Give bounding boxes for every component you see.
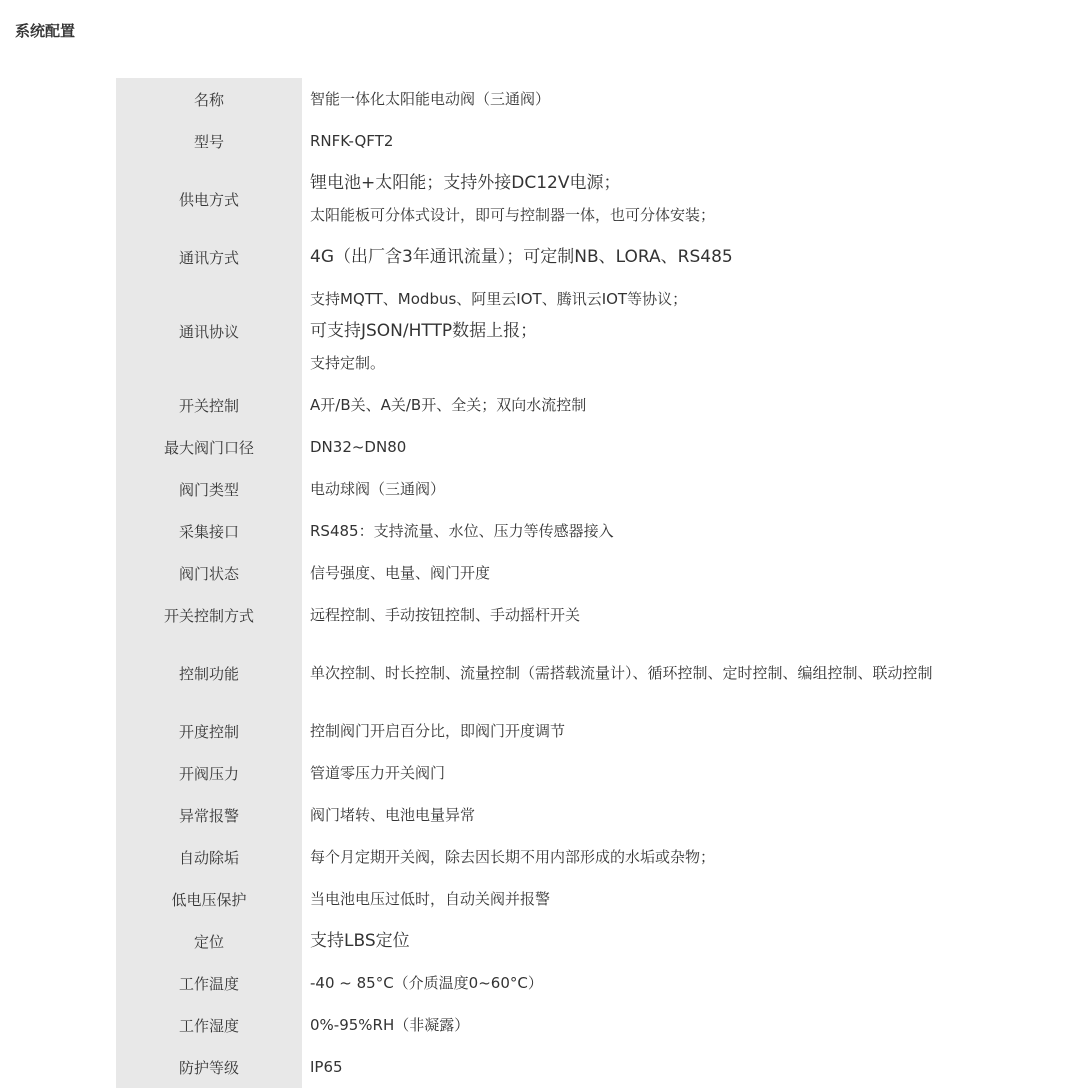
spec-row [116,552,976,594]
spec-value [302,1046,976,1088]
spec-value [302,426,976,468]
spec-row [116,920,976,962]
spec-value-line: RS485：支持流量、水位、压力等传感器接入 [310,522,614,540]
spec-value [302,794,976,836]
spec-label: 自动除垢 [116,836,302,878]
spec-label: 工作温度 [116,962,302,1004]
spec-value-line: 阀门堵转、电池电量异常 [310,806,476,824]
spec-row [116,120,976,162]
spec-value-line: 太阳能板可分体式设计，即可与控制器一体，也可分体安装； [310,206,716,224]
spec-value-line: 每个月定期开关阀，除去因长期不用内部形成的水垢或杂物； [310,848,716,866]
spec-value-line: -40 ~ 85°C（介质温度0~60°C） [310,974,543,992]
spec-row [116,710,976,752]
spec-value-line: 支持MQTT、Modbus、阿里云IOT、腾讯云IOT等协议； [310,290,688,308]
spec-value-line: 4G（出厂含3年通讯流量）；可定制NB、LORA、RS485 [310,247,733,267]
spec-row [116,878,976,920]
spec-value-line: 远程控制、手动按钮控制、手动摇杆开关 [310,606,581,624]
spec-value [302,636,976,710]
spec-row [116,1046,976,1088]
spec-value [302,384,976,426]
spec-value [302,78,976,120]
spec-value-line: 智能一体化太阳能电动阀（三通阀） [310,90,551,108]
spec-value [302,752,976,794]
spec-label: 供电方式 [116,162,302,236]
spec-label: 低电压保护 [116,878,302,920]
spec-value-line: DN32~DN80 [310,438,407,456]
spec-value-line: A开/B关、A关/B开、全关；双向水流控制 [310,396,587,414]
spec-value-line: 0%-95%RH（非凝露） [310,1016,470,1034]
spec-row [116,752,976,794]
spec-row [116,1004,976,1046]
spec-value [302,236,976,278]
spec-row [116,78,976,120]
spec-label: 通讯方式 [116,236,302,278]
spec-label: 控制功能 [116,636,302,710]
spec-value [302,468,976,510]
spec-table-body [116,78,976,1088]
spec-value-line: 信号强度、电量、阀门开度 [310,564,491,582]
spec-value [302,710,976,752]
spec-label: 阀门状态 [116,552,302,594]
spec-value [302,278,976,384]
spec-value [302,120,976,162]
spec-value-line: 当电池电压过低时，自动关阀并报警 [310,890,551,908]
spec-value [302,510,976,552]
spec-value [302,920,976,962]
spec-value [302,594,976,636]
spec-label: 异常报警 [116,794,302,836]
spec-value-line: RNFK-QFT2 [310,132,394,150]
spec-value [302,836,976,878]
spec-value-line: 锂电池+太阳能；支持外接DC12V电源； [310,173,621,193]
spec-label: 最大阀门口径 [116,426,302,468]
spec-label: 定位 [116,920,302,962]
spec-value-line: 电动球阀（三通阀） [310,480,446,498]
spec-label: 通讯协议 [116,278,302,384]
spec-label: 阀门类型 [116,468,302,510]
spec-label: 开关控制 [116,384,302,426]
spec-row [116,278,976,384]
spec-label: 型号 [116,120,302,162]
spec-value-line: 单次控制、时长控制、流量控制（需搭载流量计）、循环控制、定时控制、编组控制、联动控制 [310,664,933,682]
spec-value-line: 支持LBS定位 [310,931,410,951]
spec-row [116,236,976,278]
spec-row [116,162,976,236]
spec-value [302,162,976,236]
spec-value [302,552,976,594]
spec-label: 采集接口 [116,510,302,552]
spec-label: 开度控制 [116,710,302,752]
spec-value-line: 管道零压力开关阀门 [310,764,446,782]
spec-row [116,426,976,468]
spec-label: 开阀压力 [116,752,302,794]
spec-row [116,510,976,552]
spec-value-line: 支持定制。 [310,354,386,372]
spec-row [116,384,976,426]
spec-row [116,962,976,1004]
spec-table [116,78,976,1088]
spec-value [302,1004,976,1046]
spec-label: 名称 [116,78,302,120]
spec-value-line: 控制阀门开启百分比，即阀门开度调节 [310,722,566,740]
spec-value-line: IP65 [310,1058,343,1076]
spec-row [116,594,976,636]
section-title: 系统配置 [15,22,76,40]
spec-row [116,794,976,836]
spec-value [302,962,976,1004]
spec-label: 开关控制方式 [116,594,302,636]
spec-row [116,836,976,878]
spec-label: 工作湿度 [116,1004,302,1046]
spec-value-line: 可支持JSON/HTTP数据上报； [310,321,538,341]
spec-row [116,636,976,710]
spec-value [302,878,976,920]
spec-label: 防护等级 [116,1046,302,1088]
spec-row [116,468,976,510]
